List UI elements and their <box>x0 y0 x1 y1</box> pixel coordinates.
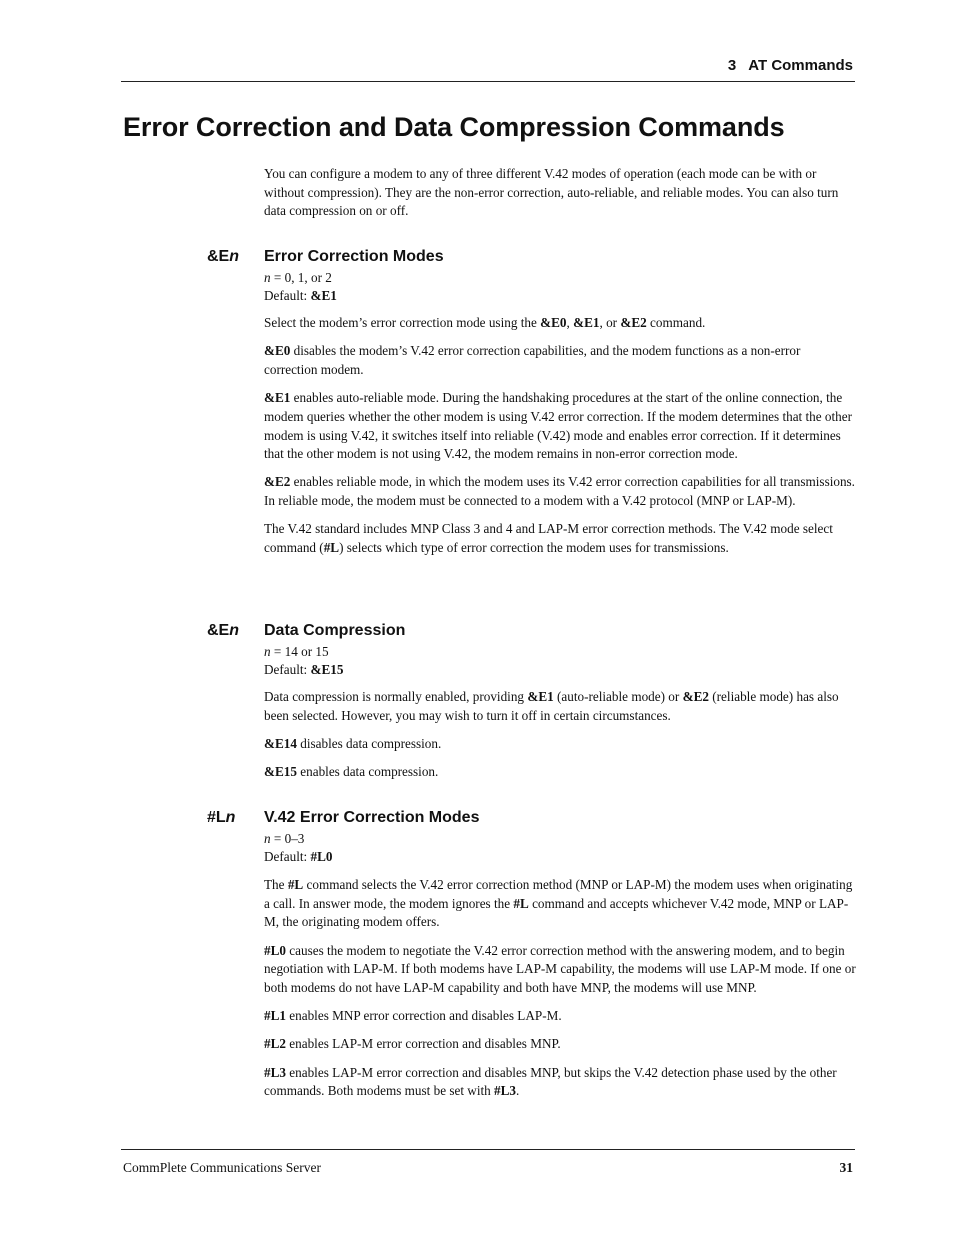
command-code: &E1 <box>264 390 291 406</box>
command-code: #L <box>513 895 529 911</box>
param-values: = 0–3 <box>270 831 305 846</box>
command-variable: n <box>229 622 240 639</box>
body-paragraph: #L0 causes the modem to negotiate the V.42 error correction method with the answering modem, and to begin negotiation with LAP-M. If both modems have LAP-M capability, the modems will use LAP-M mode. If one or both modems do not have LAP-M capability and both have MNP, the modems will use MNP. <box>264 942 856 996</box>
body-paragraph: The V.42 standard includes MNP Class 3 and 4 and LAP-M error correction methods. The V.42 mode select command (#L) selects which type of error correction the modem uses for transmissions. <box>264 521 833 556</box>
command-label <box>207 622 239 640</box>
default-label: Default: <box>264 848 311 864</box>
default-value: #L0 <box>310 848 333 864</box>
body-paragraph: #L1 enables MNP error correction and disables LAP-M. <box>264 1008 562 1024</box>
command-label <box>207 248 239 266</box>
command-prefix: &E <box>207 248 230 265</box>
chapter-number: 3 <box>727 57 737 74</box>
body-paragraph: #L3 enables LAP-M error correction and disables MNP, but skips the V.42 detection phase used by the other commands. Both modems must be set with #L3. <box>264 1064 837 1099</box>
param-values: = 14 or 15 <box>270 644 329 659</box>
command-code: &E0 <box>264 343 291 359</box>
default-label: Default: <box>264 661 311 677</box>
body-paragraph: &E1 enables auto-reliable mode. During the handshaking procedures at the start of the online connection, the modem queries whether the other modem is using V.42 error correction. If the modem determines that the other modem is using V.42, it switches itself into reliable (V.42) mode and enables error correction. If it determines that the other modem is not using V.42, the modem remains in non-error correction mode. <box>264 390 853 462</box>
command-code: &E1 <box>573 315 600 330</box>
body-paragraph: #L2 enables LAP-M error correction and disables MNP. <box>264 1036 561 1052</box>
command-code: #L0 <box>264 942 286 958</box>
param-variable: n <box>264 644 271 659</box>
default-line <box>264 287 856 305</box>
command-code: #L1 <box>264 1008 286 1024</box>
page-number: 31 <box>839 1160 853 1175</box>
section-body <box>264 643 856 782</box>
param-variable: n <box>264 270 271 285</box>
command-code: #L <box>323 540 340 556</box>
param-line <box>264 643 856 661</box>
default-label: Default: <box>264 287 311 303</box>
running-header <box>728 57 853 74</box>
section-title: V.42 Error Correction Modes <box>264 809 480 826</box>
command-code: &E14 <box>264 735 297 751</box>
body-paragraph: &E15 enables data compression. <box>264 764 439 780</box>
command-code: &E0 <box>540 315 567 330</box>
page-title: Error Correction and Data Compression Commands <box>123 112 785 142</box>
body-paragraph: The #L command selects the V.42 error correction method (MNP or LAP-M) the modem uses when originating a call. In answer mode, the modem ignores the #L command and accepts whichever V.42 mode, MNP or LAP-M, the originating modem offers. <box>264 877 853 930</box>
command-prefix: &E <box>207 622 230 639</box>
paragraph-group <box>264 688 856 782</box>
section-body <box>264 269 856 558</box>
command-label <box>207 809 235 827</box>
header-rule <box>121 81 855 82</box>
body-paragraph: &E0 disables the modem’s V.42 error correction capabilities, and the modem functions as a non-error correction modem. <box>264 343 801 377</box>
param-line <box>264 269 856 287</box>
command-code: #L3 <box>494 1083 517 1099</box>
param-line <box>264 830 856 848</box>
body-paragraph: &E14 disables data compression. <box>264 735 442 751</box>
footer-rule <box>121 1149 855 1150</box>
paragraph-group <box>264 876 856 1101</box>
param-variable: n <box>264 831 271 846</box>
default-value: &E1 <box>310 287 337 303</box>
paragraph-group <box>264 314 856 558</box>
chapter-title: AT Commands <box>748 57 853 74</box>
command-prefix: #L <box>207 809 226 826</box>
default-line <box>264 848 856 866</box>
command-code: &E1 <box>527 689 554 704</box>
default-value: &E15 <box>310 661 344 677</box>
default-line <box>264 661 856 679</box>
command-code: &E2 <box>620 315 647 330</box>
body-paragraph: Data compression is normally enabled, providing &E1 (auto-reliable mode) or &E2 (reliable mode) has also been selected. However, you may wish to turn it off in certain circumstances. <box>264 689 839 723</box>
command-code: #L <box>287 877 304 892</box>
command-code: &E2 <box>682 689 709 704</box>
intro-paragraph: You can configure a modem to any of three different V.42 modes of operation (each mode can be with or without compression). They are the non-error correction, auto-reliable, and reliable modes. You can also turn data compression on or off. <box>264 166 839 219</box>
command-code: #L3 <box>264 1064 286 1080</box>
body-paragraph: Select the modem’s error correction mode using the &E0, &E1, or &E2 command. <box>264 315 706 330</box>
command-code: &E2 <box>264 474 291 490</box>
command-code: &E15 <box>264 764 297 780</box>
command-code: #L2 <box>264 1036 286 1052</box>
footer-product-name: CommPlete Communications Server <box>123 1160 321 1175</box>
section-body <box>264 830 856 1101</box>
body-paragraph: &E2 enables reliable mode, in which the modem uses its V.42 error correction capabilities for all transmissions. In reliable mode, the modem must be connected to a modem with a V.42 protocol (MNP or LAP-M). <box>264 474 855 509</box>
command-variable: n <box>225 809 236 826</box>
intro-block <box>264 165 856 221</box>
param-values: = 0, 1, or 2 <box>270 270 332 285</box>
command-variable: n <box>229 248 240 265</box>
section-title: Data Compression <box>264 622 406 639</box>
section-title: Error Correction Modes <box>264 248 444 265</box>
